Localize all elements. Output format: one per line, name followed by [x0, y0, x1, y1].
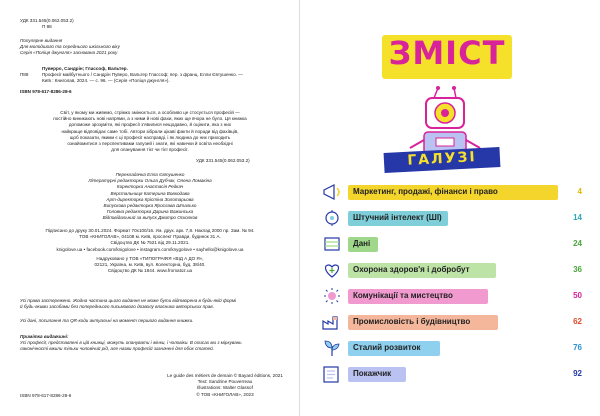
toc-item-data[interactable]	[320, 234, 590, 254]
original-edition: Le guide des métiers de demain © Bayard éditions, 2021 Text: Sandrine Pouverreau Illustrations: Walter Glassof © ТОВ «КНИГОЛАВ», 2023	[167, 373, 283, 397]
toc-item-marketing[interactable]	[320, 182, 590, 202]
print-info: Підписано до друку 30.01.2024. Формат 70х100/16. Ум. друк. арк. 7,8. Наклад 2000 пр. Зам. № 94. ТОВ «КНИГОЛАВ», 04108 м. Київ, проспект Правди, будинок 31 А. Свідоцтво ДК № 7521 від 29.11.2021. knigolove.ua • facebook.com/knigolove • instagram.com/knygolove • sayhello@knigolove.ua	[45, 228, 255, 252]
series: Серія «Поліця джунгля» заснована 2021 року	[20, 50, 118, 55]
toc-page-number: 62	[573, 317, 582, 326]
plant-icon	[320, 338, 346, 358]
toc-label: Покажчик	[353, 369, 392, 378]
isbn: ISBN 978-617-8286-28-6	[20, 89, 72, 94]
publisher-note: Усі професії, представлені в цій книжці, можуть опанувати і жінки, і чоловіки. В описах ми з міркувань лаконічності вжили тільки чоловічий рід, але назви професій зазначені для обох статей.	[20, 340, 242, 352]
toc-item-industry[interactable]	[320, 312, 590, 332]
toc-item-ai[interactable]	[320, 208, 590, 228]
audience: Для молодшого та середнього шкільного віку	[20, 44, 120, 49]
abstract: Світ, у якому ми живемо, стрімко змінюється, а особливо це стосується професій — постійно виникають нові напрями, а з ними й нові фахи, яких ще вчора не було. Ця книжка допоможе зрозуміти, які професії з'явилися нещодавно, й оцінити, яка з них найкраще відповідає саме тобі. Автори зібрали цікаві факти й поради від фахівців, щоб показати, якими є ці професії насправді, і як людина до них приходить ознайомитися з перспективами галузей і знати, які навички й освіта необхідні для опанування тієї чи тієї професії.	[53, 110, 247, 153]
toc-item-index[interactable]	[320, 364, 590, 384]
credits: Перекладачка Елла Євтушенко Літературні редакторки Ольга Дубчак, Олена Ломакіна Коректорка Анастасія Редкач Верстальниця Катерина Вовкодава Арт-директорка Крістіна Золотарьова Випускова редакторка Ярослава Шталько Головна редакторка Дарина Важинська Відповідальний за випуск Дмитро Осколков	[88, 172, 212, 221]
popular-edition: Популярне видання	[20, 38, 63, 43]
toc-label: Штучний інтелект (ШІ)	[353, 213, 442, 222]
toc-page-number: 14	[573, 213, 582, 222]
toc-label: Сталий розвиток	[353, 343, 421, 352]
isbn-bottom: ISBN 978-617-8286-28-6	[20, 393, 72, 398]
data-icon	[320, 234, 346, 254]
toc-label: Маркетинг, продажі, фінанси і право	[353, 187, 498, 196]
section-title: ГАЛУЗІ	[406, 149, 478, 169]
qr-notice: Усі дані, посилання та QR-коди актуальні на момент першого видання книжки.	[20, 318, 194, 323]
megaphone-icon	[320, 182, 346, 202]
rights-notice: Усі права застережено. Жодна частина цього видання не може бути відтворена в будь-якій формі й будь-якими засобами без попереднього письмового дозволу власника авторських прав.	[20, 298, 237, 310]
toc-page-number: 36	[573, 265, 582, 274]
udc-code-2: УДК 331.545(0.062.053.2)	[196, 158, 250, 163]
citation-line-2: Київ : Книголав, 2024. — с. 96. — (Серія «Поліця джунгля»).	[42, 78, 170, 83]
printer-info: Надруковано у ТОВ «ТИПОГРАФІЯ «ВІД А ДО Я», 02121, Україна, м. Київ, вул. Колекторна, буд. 38/40. Свідоцтво ДК № 1844. www.fromatoz.ua	[94, 256, 206, 274]
toc-page-number: 76	[573, 343, 582, 352]
industry-icon	[320, 312, 346, 332]
publisher-note-title: Примітка видавчині:	[20, 334, 69, 339]
citation-line-1: Професії майбутнього / Сандрін Пуверо, Вальтер Глассоф; пер. з франц. Елли Євтушенко. —	[42, 72, 243, 77]
toc-item-sustainability[interactable]	[320, 338, 590, 358]
toc-label: Промисловість і будівництво	[353, 317, 471, 326]
p88-code-2: П88	[20, 72, 29, 77]
authors: Пуверро, Сандрін; Глассоф, Вальтер.	[42, 66, 128, 71]
toc-page-number: 4	[577, 187, 582, 196]
toc-page-number: 50	[573, 291, 582, 300]
toc-item-health[interactable]	[320, 260, 590, 280]
health-icon	[320, 260, 346, 280]
ai-icon	[320, 208, 346, 228]
p88-code: П 88	[42, 24, 52, 29]
toc-page-number: 24	[573, 239, 582, 248]
udc-code: УДК 331.545(0.062.053.2)	[20, 18, 74, 23]
index-icon	[320, 364, 346, 384]
toc-page-number: 92	[573, 369, 582, 378]
toc-label: Комунікації та мистецтво	[353, 291, 453, 300]
toc-label: Дані	[353, 239, 371, 248]
toc-label: Охорона здоров'я і добробут	[353, 265, 470, 274]
page-title: ЗМІСТ	[388, 34, 506, 72]
art-icon	[320, 286, 346, 306]
toc-item-communication[interactable]	[320, 286, 590, 306]
